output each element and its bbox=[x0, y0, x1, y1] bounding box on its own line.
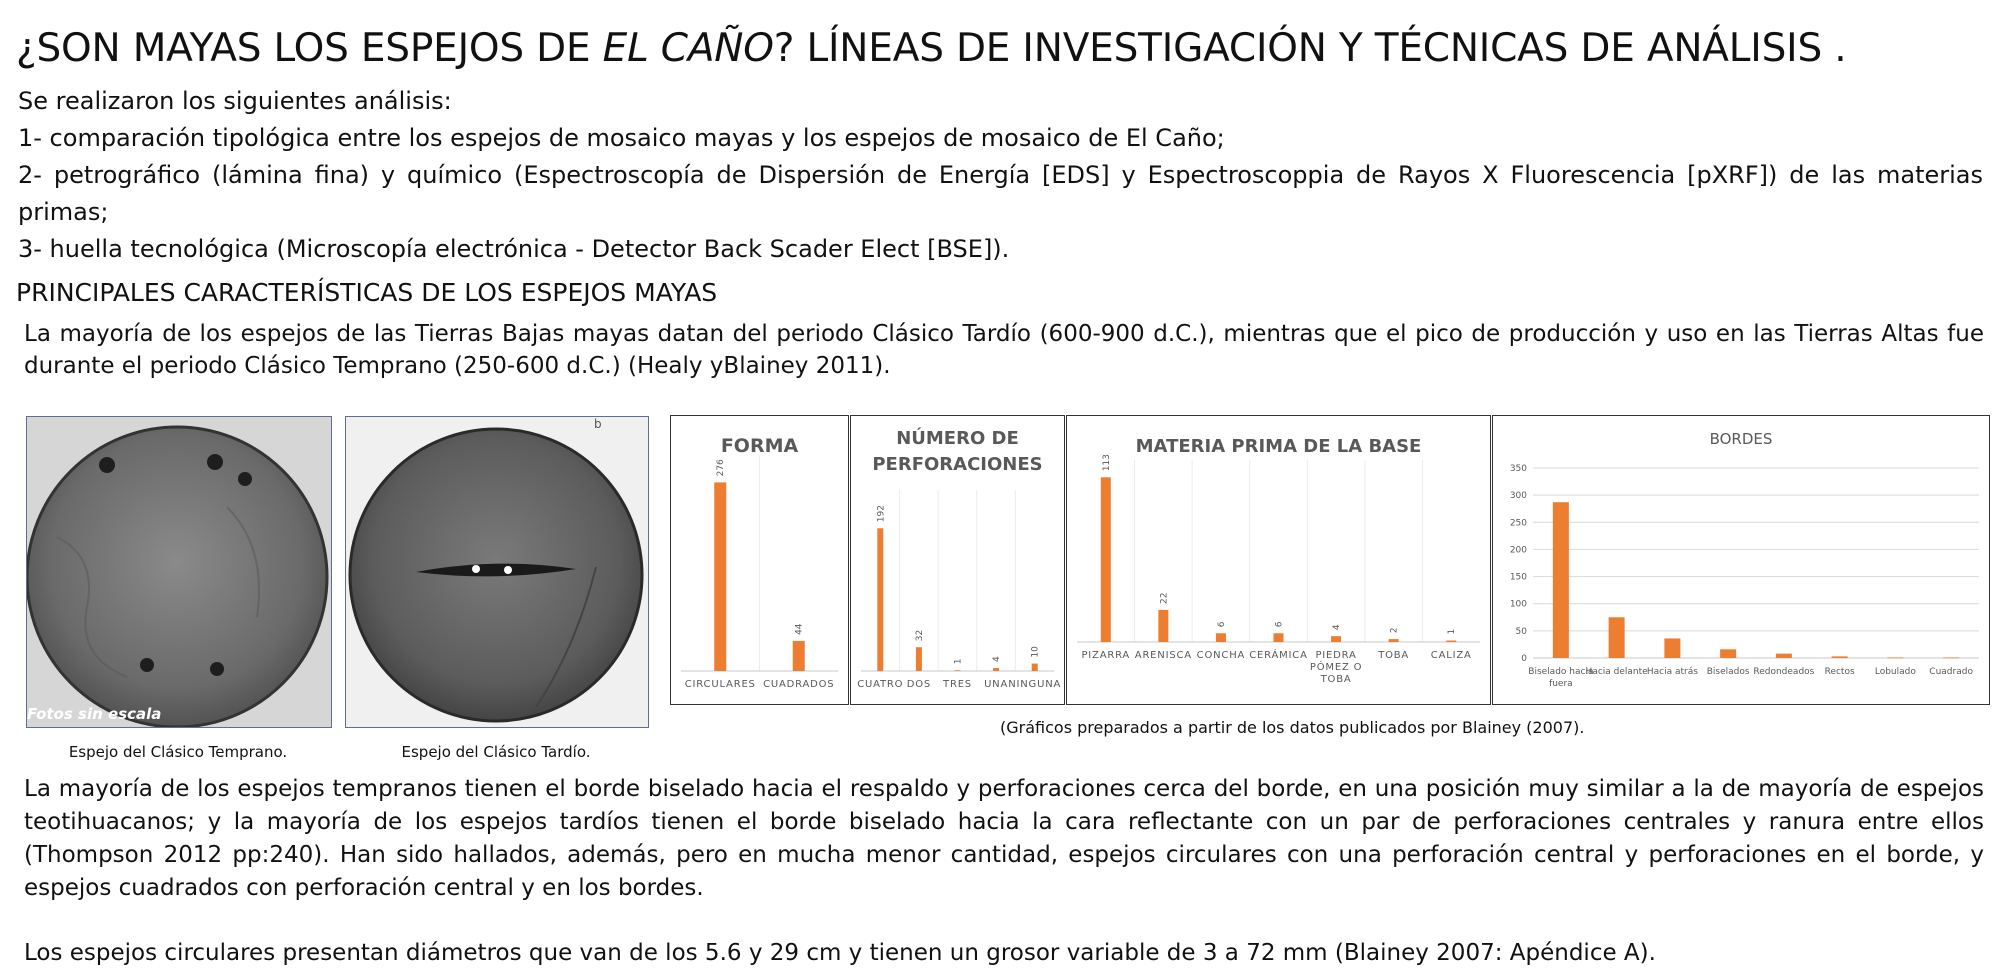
x-tick-label: CALIZA bbox=[1430, 650, 1472, 661]
charts-source-note: (Gráficos preparados a partir de los datos publicados por Blainey (2007). bbox=[1000, 718, 1585, 737]
data-label: 44 bbox=[794, 623, 805, 635]
bar bbox=[1887, 657, 1903, 658]
data-label: 1 bbox=[1447, 628, 1458, 635]
late-mirror-photo bbox=[345, 416, 649, 728]
data-label: 2 bbox=[1389, 627, 1400, 634]
intro-item-1: 1- comparación tipológica entre los espejos de mosaico mayas y los espejos de mosaico de El Caño; bbox=[18, 124, 1225, 152]
bar bbox=[1832, 656, 1848, 658]
early-mirror-photo bbox=[26, 416, 332, 728]
data-label: 6 bbox=[1216, 621, 1227, 628]
bar bbox=[1331, 636, 1341, 642]
bar bbox=[1446, 641, 1456, 642]
title-italic: EL CAÑO bbox=[602, 26, 774, 71]
chart-perforaciones bbox=[851, 416, 1064, 704]
data-label: 32 bbox=[914, 629, 925, 642]
x-tick-label: TOBA bbox=[1320, 674, 1352, 685]
data-label: 22 bbox=[1159, 592, 1170, 604]
title-part2: ? LÍNEAS DE INVESTIGACIÓN Y TÉCNICAS DE ANÁLISIS . bbox=[773, 26, 1847, 71]
chart-title: BORDES bbox=[1709, 430, 1773, 448]
x-tick-label: Hacia delante bbox=[1585, 667, 1648, 677]
bar bbox=[1609, 617, 1625, 658]
y-tick-label: 300 bbox=[1509, 491, 1527, 502]
x-tick-label: TOBA bbox=[1378, 650, 1410, 661]
x-tick-label: UNA bbox=[984, 679, 1009, 690]
y-tick-label: 200 bbox=[1509, 545, 1527, 556]
x-tick-label: NINGUNA bbox=[1008, 679, 1062, 690]
data-label: 4 bbox=[992, 656, 1003, 663]
x-tick-label: PÓMEZ O bbox=[1309, 662, 1363, 673]
bar bbox=[916, 647, 922, 671]
early-mirror-image bbox=[27, 417, 331, 727]
chart-title: PERFORACIONES bbox=[872, 454, 1043, 475]
x-tick-label: CONCHA bbox=[1196, 650, 1246, 661]
x-tick-label: TRES bbox=[943, 679, 972, 690]
chart-bordes bbox=[1493, 416, 1989, 704]
chart-forma-frame bbox=[670, 415, 849, 705]
intro-item-2: 2- petrográfico (lámina fina) y químico (Espectroscopía de Dispersión de Energía [EDS] y Espectroscoppia de Rayos X Fluorescencia [pXRF]) de las materias primas; bbox=[18, 161, 1983, 226]
title-part1: ¿SON MAYAS LOS ESPEJOS DE bbox=[16, 26, 603, 71]
y-tick-label: 50 bbox=[1515, 626, 1527, 637]
bar bbox=[1553, 502, 1569, 658]
bar bbox=[793, 641, 805, 671]
chart-materia bbox=[1067, 416, 1490, 704]
data-label: 113 bbox=[1101, 454, 1112, 472]
data-label: 192 bbox=[876, 505, 887, 523]
bar bbox=[1158, 610, 1168, 642]
bar bbox=[1101, 477, 1111, 642]
x-tick-label: CUADRADOS bbox=[763, 679, 835, 690]
x-tick-label: Cuadrado bbox=[1929, 667, 1973, 677]
x-tick-label: Redondeados bbox=[1753, 667, 1815, 677]
bar bbox=[955, 670, 961, 671]
x-tick-label: CUATRO bbox=[857, 679, 904, 690]
x-tick-label: fuera bbox=[1549, 679, 1573, 689]
chart-bordes-frame bbox=[1492, 415, 1990, 705]
chart-title: FORMA bbox=[720, 435, 799, 457]
scale-note: Fotos sin escala bbox=[27, 705, 162, 723]
bar bbox=[1389, 639, 1399, 642]
x-tick-label: PIZARRA bbox=[1081, 650, 1131, 661]
intro-lead: Se realizaron los siguientes análisis: bbox=[18, 87, 452, 115]
x-tick-label: CERÁMICA bbox=[1249, 650, 1308, 661]
bar bbox=[1216, 633, 1226, 642]
x-tick-label: PIEDRA bbox=[1315, 650, 1357, 661]
x-tick-label: Lobulado bbox=[1874, 667, 1916, 677]
bar bbox=[1720, 649, 1736, 658]
intro-block bbox=[18, 83, 1983, 268]
bottom-paragraph-2: Los espejos circulares presentan diámetros que van de los 5.6 y 29 cm y tienen un grosor variable de 3 a 72 mm (Blainey 2007: Apéndice A). bbox=[24, 940, 1656, 966]
early-mirror-caption: Espejo del Clásico Temprano. bbox=[68, 743, 288, 761]
late-mirror-caption: Espejo del Clásico Tardío. bbox=[401, 743, 591, 761]
data-label: 1 bbox=[953, 658, 964, 665]
chart-forma bbox=[671, 416, 848, 704]
data-label: 4 bbox=[1332, 624, 1343, 631]
x-tick-label: ARENISCA bbox=[1134, 650, 1192, 661]
bottom-paragraph-1: La mayoría de los espejos tempranos tienen el borde biselado hacia el respaldo y perforaciones cerca del borde, en una posición muy similar a la de mayoría de espejos teotihuacanos; y la mayoría de los espejos tardíos tienen el borde biselado hacia la cara reflectante con un par de perforaciones centrales y ranura entre ellos (Thompson 2012 pp:240). Han sido hallados, además, pero en mucha menor cantidad, espejos circulares con una perforación central y perforaciones en el borde, y espejos cuadrados con perforación central y en los bordes. bbox=[24, 776, 1984, 901]
x-tick-label: Hacia atrás bbox=[1646, 667, 1698, 677]
bar bbox=[877, 528, 883, 671]
x-tick-label: Rectos bbox=[1824, 667, 1855, 677]
x-tick-label: CIRCULARES bbox=[684, 679, 756, 690]
y-tick-label: 150 bbox=[1509, 572, 1527, 583]
chart-perforaciones-frame bbox=[850, 415, 1065, 705]
data-label: 6 bbox=[1274, 621, 1285, 628]
bar bbox=[1776, 654, 1792, 658]
section-title: PRINCIPALES CARACTERÍSTICAS DE LOS ESPEJOS MAYAS bbox=[16, 278, 718, 307]
page-title bbox=[16, 26, 1846, 71]
data-label: 10 bbox=[1030, 646, 1041, 658]
bar bbox=[1274, 633, 1284, 642]
y-tick-label: 0 bbox=[1521, 654, 1527, 664]
x-tick-label: Biselado hacia bbox=[1528, 667, 1594, 677]
late-mirror-image bbox=[346, 417, 648, 727]
x-tick-label: Biselados bbox=[1706, 667, 1750, 677]
bar bbox=[1032, 664, 1038, 671]
bar bbox=[993, 668, 999, 671]
x-tick-label: DOS bbox=[906, 679, 932, 690]
y-tick-label: 350 bbox=[1509, 464, 1527, 474]
bar bbox=[714, 482, 726, 671]
bar bbox=[1943, 657, 1959, 658]
y-tick-label: 100 bbox=[1509, 599, 1527, 610]
chart-materia-frame bbox=[1066, 415, 1491, 705]
y-tick-label: 250 bbox=[1509, 518, 1527, 529]
data-label: 276 bbox=[716, 459, 727, 477]
bar bbox=[1664, 638, 1680, 658]
intro-item-3: 3- huella tecnológica (Microscopía electrónica - Detector Back Scader Elect [BSE]). bbox=[18, 235, 1010, 263]
chart-title: NÚMERO DE bbox=[896, 428, 1019, 449]
section-paragraph: La mayoría de los espejos de las Tierras Bajas mayas datan del periodo Clásico Tardío (600-900 d.C.), mientras que el pico de producción y uso en las Tierras Altas fue durante el periodo Clásico Temprano (250-600 d.C.) (Healy yBlainey 2011). bbox=[24, 321, 1984, 379]
corner-mark: b bbox=[594, 417, 602, 431]
chart-title: MATERIA PRIMA DE LA BASE bbox=[1135, 436, 1422, 457]
